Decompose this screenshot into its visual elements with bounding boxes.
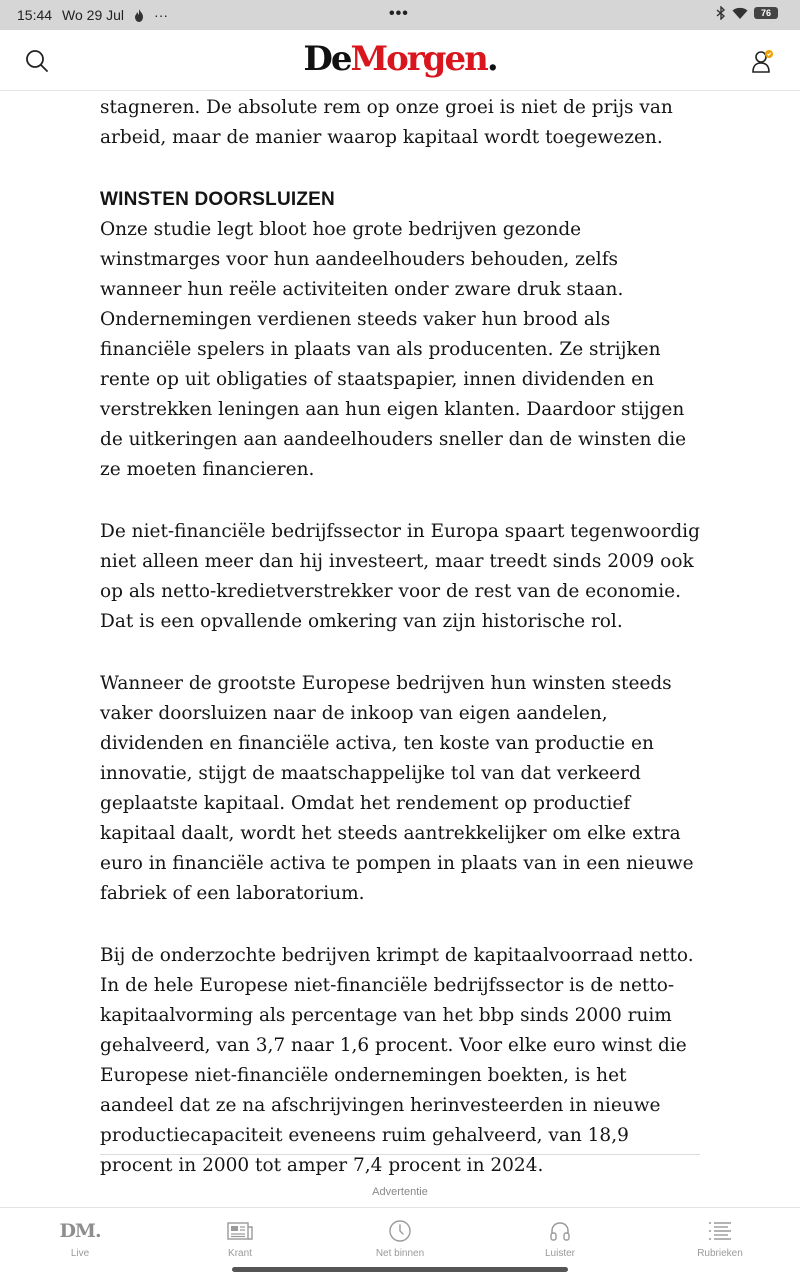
logo-dot: . bbox=[486, 39, 497, 79]
status-more: ··· bbox=[154, 7, 169, 23]
nav-rubrieken-label: Rubrieken bbox=[697, 1248, 743, 1259]
nav-krant[interactable] bbox=[180, 1218, 300, 1259]
newspaper-icon bbox=[227, 1221, 253, 1241]
nav-luister-label: Luister bbox=[544, 1248, 575, 1259]
article-paragraph: De niet-financiële bedrijfssector in Europa spaart tegenwoordig niet alleen meer dan hij investeert, maar treedt sinds 2009 ook op als netto-kredietverstrekker voor de rest van de economie. Dat is een opvallende omkering van zijn historische rol. bbox=[100, 521, 700, 632]
nav-live-logo: DM. bbox=[59, 1220, 101, 1242]
nav-luister[interactable] bbox=[500, 1218, 620, 1259]
flame-icon bbox=[134, 9, 144, 22]
status-right bbox=[716, 6, 778, 20]
status-time: 15:44 bbox=[17, 7, 53, 23]
battery-icon: 76 bbox=[754, 7, 778, 19]
nav-rubrieken[interactable] bbox=[660, 1218, 780, 1259]
headphones-icon bbox=[549, 1220, 571, 1242]
article-paragraph: Onze studie legt bloot hoe grote bedrijven gezonde winstmarges voor hun aandeelhouders behouden, zelfs wanneer hun reële activiteiten onder zware druk staan. Ondernemingen verdienen steeds vaker hun brood als financiële spelers in plaats van als producenten. Ze strijken rente op uit obligaties of staatspapier, innen dividenden en verstrekken leningen aan hun eigen klanten. Daardoor stijgen de uitkeringen aan aandeelhouders sneller dan de winsten die ze moeten financieren. bbox=[100, 219, 687, 480]
nav-net-binnen-label: Net binnen bbox=[375, 1248, 425, 1259]
status-center-dots[interactable]: ••• bbox=[389, 5, 409, 22]
de-morgen-logo[interactable] bbox=[0, 39, 800, 79]
app-header bbox=[0, 30, 800, 91]
status-date: Wo 29 Jul bbox=[62, 7, 125, 23]
user-profile-icon bbox=[750, 48, 776, 74]
article-intro-paragraph: stagneren. De absolute rem op onze groei is niet de prijs van arbeid, maar de manier waarop kapitaal wordt toegewezen. bbox=[100, 97, 673, 148]
article-paragraph: Bij de onderzochte bedrijven krimpt de kapitaalvoorraad netto. In de hele Europese niet-financiële bedrijfssector is de netto-kapitaalvorming als percentage van het bbp sinds 2000 ruim gehalveerd, van 3,7 naar 1,6 procent. Voor elke euro winst die Europese niet-financiële ondernemingen boekten, is het aandeel dat ze na afschrijvingen herinvesteerden in nieuwe productiecapaciteit eveneens ruim gehalveerd, van 18,9 procent in 2000 tot amper 7,4 procent in 2024. bbox=[100, 945, 694, 1176]
clock-icon bbox=[388, 1219, 412, 1243]
nav-live-label: Live bbox=[70, 1248, 90, 1259]
logo-de: De bbox=[303, 39, 351, 79]
home-indicator[interactable] bbox=[232, 1267, 568, 1272]
advertisement-label: Advertentie bbox=[372, 1186, 428, 1198]
dm-logo-icon bbox=[20, 1218, 140, 1244]
profile-button[interactable] bbox=[750, 48, 776, 74]
bluetooth-icon bbox=[716, 6, 726, 20]
wifi-icon bbox=[732, 7, 748, 19]
nav-net-binnen[interactable] bbox=[340, 1218, 460, 1259]
article-body bbox=[100, 93, 700, 1213]
article-divider bbox=[100, 1154, 700, 1155]
nav-live[interactable] bbox=[20, 1218, 140, 1259]
article-subheading: WINSTEN DOORSLUIZEN bbox=[100, 189, 335, 210]
list-icon bbox=[708, 1221, 732, 1241]
status-bar bbox=[0, 0, 800, 30]
article-paragraph: Wanneer de grootste Europese bedrijven hun winsten steeds vaker doorsluizen naar de inkoop van eigen aandelen, dividenden en financiële activa, ten koste van productie en innovatie, stijgt de maatschappelijke tol van dat verkeerd geplaatste kapitaal. Omdat het rendement op productief kapitaal daalt, wordt het steeds aantrekkelijker om elke extra euro in financiële activa te pompen in plaats van in een nieuwe fabriek of een laboratorium. bbox=[100, 673, 694, 904]
logo-morgen: Morgen bbox=[350, 39, 487, 79]
nav-krant-label: Krant bbox=[228, 1248, 252, 1259]
status-left bbox=[17, 7, 168, 23]
